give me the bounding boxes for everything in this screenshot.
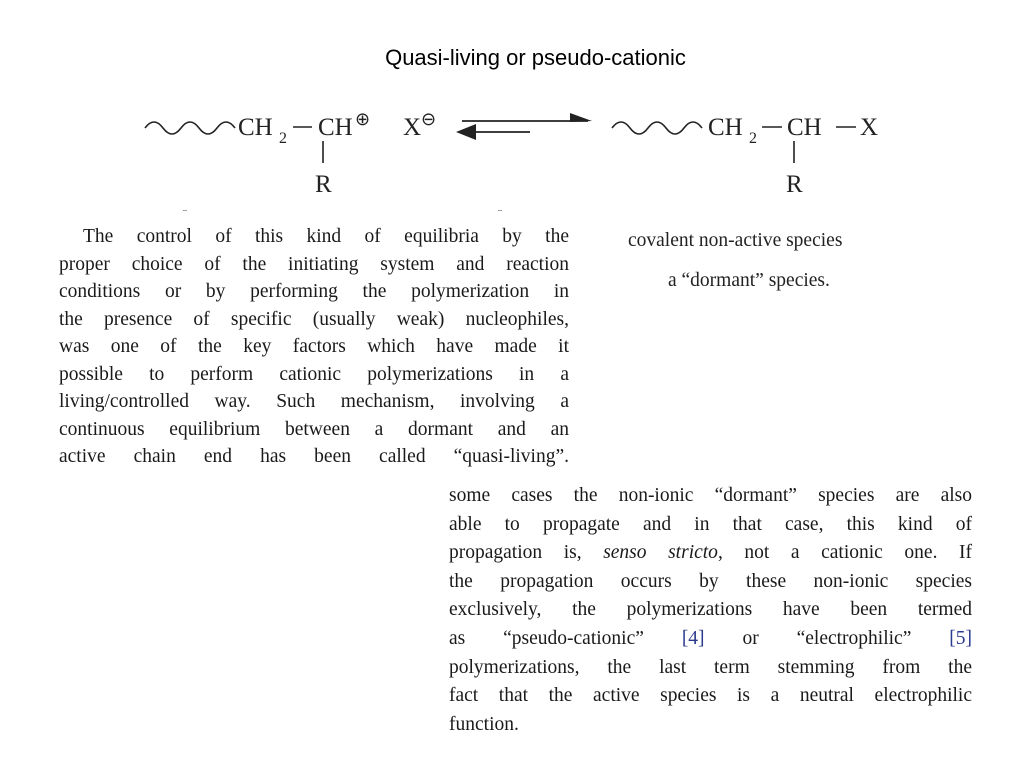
left-ch: CH [318,114,353,141]
reference-link-4[interactable]: [4] [681,627,705,649]
para2-line: propagation is, senso stricto, not a cationic one. If [449,542,973,564]
chemical-equilibrium-scheme [0,95,1024,205]
para2-line: function. [449,713,519,735]
reference-link-5[interactable]: [5] [949,627,973,649]
para2-line: some cases the non-ionic “dormant” species are also [449,485,972,506]
para1-line: was one of the key factors which have made it [59,336,569,357]
right-r: R [786,171,803,198]
right-ch2: CH [708,114,743,141]
para2-line: exclusively, the polymerizations have been termed [449,599,972,621]
para1-line: continuous equilibrium between a dormant and an [59,418,569,440]
para1-line: living/controlled way. Such mechanism, involving a [59,391,569,412]
para1-line: possible to perform cationic polymerizations in a [59,363,569,385]
scan-artifact-left: ¨ [183,206,187,220]
equilibrium-arrows [456,113,592,140]
anion-x: X [403,114,422,141]
para2-line: able to propagate and in that case, this kind of [449,513,972,535]
left-r: R [315,171,332,198]
paragraph-pseudo-cationic [449,482,972,739]
right-ch2-subscript: 2 [749,130,757,147]
left-ch2-subscript: 2 [279,130,287,147]
para1-line: the presence of specific (usually weak) nucleophiles, [59,308,569,330]
para1-line: The control of this kind of equilibria by the [83,226,569,247]
page-title: Quasi-living or pseudo-cationic [385,45,686,70]
para1-line: active chain end has been called “quasi-living”. [59,446,569,467]
right-x: X [860,114,879,141]
negative-charge: ⊖ [421,109,437,129]
para2-line: the propagation occurs by these non-ionic species [449,570,972,592]
left-ch2: CH [238,114,273,141]
positive-charge: ⊕ [355,109,371,129]
scan-artifact-right: ¨ [498,206,502,220]
para2-line: as “pseudo-cationic” [4] or “electrophilic” [5] [449,627,973,649]
polymer-chain-wave-right [612,122,702,134]
caption-dormant: a “dormant” species. [668,270,830,291]
right-ch: CH [787,114,822,141]
para1-line: proper choice of the initiating system and reaction [59,253,569,275]
para2-line: polymerizations, the last term stemming from the [449,656,972,678]
polymer-chain-wave-left [145,122,235,134]
caption-covalent: covalent non-active species [628,230,843,251]
italic-senso-stricto: senso stricto [603,542,718,564]
para1-line: conditions or by performing the polymerization in [59,281,569,302]
paragraph-quasi-living [59,223,569,471]
para2-line: fact that the active species is a neutral electrophilic [449,685,972,707]
